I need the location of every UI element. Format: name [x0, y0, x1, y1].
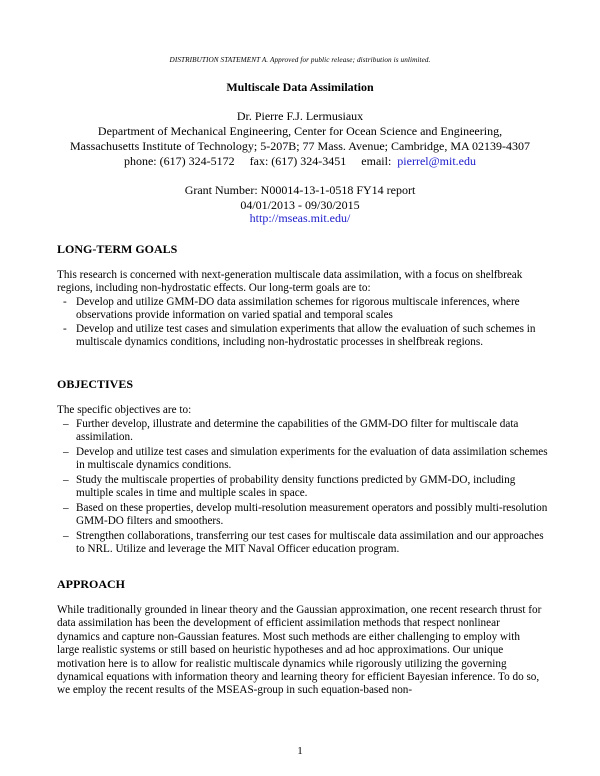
list-marker: –	[63, 446, 69, 458]
affiliation-line-2: Massachusetts Institute of Technology; 5-207B; 77 Mass. Avenue; Cambridge, MA 02139-4307	[69, 139, 530, 153]
list-item	[63, 446, 548, 473]
approach-paragraph: While traditionally grounded in linear theory and the Gaussian approximation, one recent research thrust for data assimilation has been the development of efficient assimilation methods that respect nonlinear dynamics and capture non-Gaussian features. Most such methods are either challenging to employ with large realistic systems or still based on heuristic hypotheses and ad hoc approximations. Our unique motivation here is to allow for realistic multiscale dynamics while rigorously utilizing the governing dynamical equations with information theory and learning theory for efficient Bayesian inference. To do so, we employ the recent results of the MSEAS-group in such equation-based non-	[57, 604, 542, 697]
website-link[interactable]: http://mseas.mit.edu/	[249, 211, 351, 225]
phone: phone: (617) 324-5172	[123, 154, 235, 168]
email-label: email:	[361, 154, 392, 168]
affiliation-line-1: Department of Mechanical Engineering, Center for Ocean Science and Engineering,	[97, 124, 503, 138]
list-item	[63, 323, 548, 350]
section-heading-objectives: OBJECTIVES	[57, 377, 134, 391]
list-marker: -	[63, 323, 67, 335]
contact-line	[0, 154, 600, 169]
distribution-statement: DISTRIBUTION STATEMENT A. Approved for public release; distribution is unlimited.	[169, 56, 431, 64]
report-dates: 04/01/2013 - 09/30/2015	[240, 198, 360, 212]
page-number: 1	[297, 745, 303, 757]
list-marker: –	[63, 474, 69, 486]
section-heading-approach: APPROACH	[57, 577, 125, 591]
list-item	[63, 296, 548, 323]
list-item-text: Further develop, illustrate and determine the capabilities of the GMM-DO filter for multiscale data assimilation.	[76, 418, 519, 444]
list-item-text: Strengthen collaborations, transferring our test cases for multiscale data assimilation and our approaches to NRL. Utilize and leverage the MIT Naval Officer education program.	[76, 530, 544, 556]
list-item	[63, 474, 548, 501]
list-item-text: Develop and utilize test cases and simulation experiments that allow the evaluation of such schemes in multiscale dynamics conditions, including non-hydrostatic processes in shelfbreak regions.	[76, 323, 536, 349]
grant-number: Grant Number: N00014-13-1-0518 FY14 report	[184, 183, 416, 197]
page-title: Multiscale Data Assimilation	[226, 80, 374, 94]
list-marker: –	[63, 418, 69, 430]
author: Dr. Pierre F.J. Lermusiaux	[236, 109, 364, 123]
objectives-intro: The specific objectives are to:	[57, 404, 192, 416]
fax: fax: (617) 324-3451	[249, 154, 347, 168]
section-heading-goals: LONG-TERM GOALS	[57, 242, 178, 256]
goals-intro: This research is concerned with next-generation multiscale data assimilation, with a focus on shelfbreak regions, including non-hydrostatic effects. Our long-term goals are to:	[57, 269, 523, 295]
list-marker: -	[63, 296, 67, 308]
list-item-text: Study the multiscale properties of probability density functions predicted by GMM-DO, including multiple scales in time and multiple scales in space.	[76, 474, 516, 500]
list-item-text: Based on these properties, develop multi-resolution measurement operators and possibly multi-resolution GMM-DO filters and smoothers.	[76, 502, 548, 528]
list-marker: –	[63, 530, 69, 542]
list-item	[63, 502, 548, 529]
list-item	[63, 418, 548, 445]
list-item-text: Develop and utilize GMM-DO data assimilation schemes for rigorous multiscale inferences, where observations provide information on varied spatial and temporal scales	[76, 296, 520, 322]
list-item-text: Develop and utilize test cases and simulation experiments for the evaluation of data assimilation schemes in multiscale dynamics conditions.	[76, 446, 548, 472]
email-link[interactable]: pierrel@mit.edu	[397, 154, 476, 168]
list-marker: –	[63, 502, 69, 514]
list-item	[63, 530, 548, 557]
